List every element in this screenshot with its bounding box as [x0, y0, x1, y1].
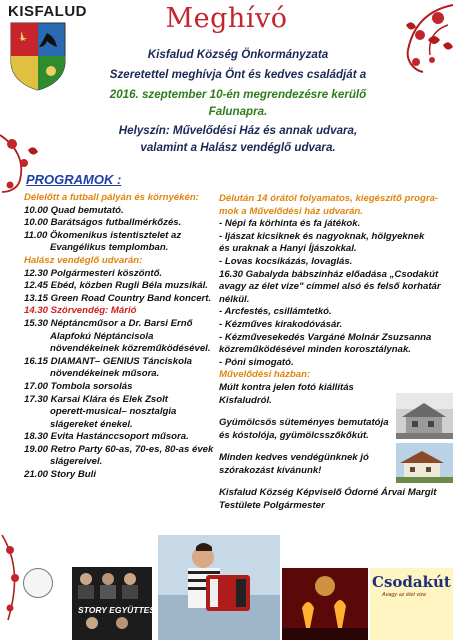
left-column-line: 18.30 Evita Hastánccsoport műsora.: [24, 431, 189, 443]
left-column-line: Alapfokú Néptáncisola: [50, 330, 154, 342]
right-column-line: Testülete Polgármester: [219, 500, 325, 512]
right-column-line: - Kézműves kirakodóvásár.: [219, 318, 343, 330]
right-column-line: - Arcfestés, csillámtetkó.: [219, 306, 332, 318]
story-band-photo: [72, 567, 152, 640]
right-column-line: mok a Művelődési ház udvarán.: [219, 205, 363, 217]
right-column-line: közreműködésével minden korosztálynak.: [219, 344, 411, 356]
right-column-line: Minden kedves vendégünknek jó: [219, 452, 369, 464]
left-column-line: 17.30 Karsai Klára és Elek Zsolt: [24, 393, 168, 405]
programs-heading: PROGRAMOK :: [26, 172, 122, 187]
right-column-line: Kisfaludról.: [219, 394, 272, 406]
right-column-line: - Népi fa körhinta és fa játékok.: [219, 218, 361, 230]
right-column-line: avagy az élet vize" címmel alsó és felső korhatár: [219, 281, 441, 293]
left-column-line: 12.30 Polgármesteri köszöntő.: [24, 267, 163, 279]
puppet-show-subtitle: Avagy az élet vize: [382, 592, 427, 598]
left-column-line: Halász vendéglő udvarán:: [24, 254, 143, 266]
left-column-line: 14.30 Szörvendég: Márió: [24, 305, 137, 317]
left-column-line: 15.30 Néptáncműsor a Dr. Barsi Ernő: [24, 317, 193, 329]
right-column-line: - Póni simogató.: [219, 356, 294, 368]
intro-line-2: Szeretettel meghívja Önt és kedves családját a: [109, 68, 367, 81]
dance-school-logo: [23, 568, 53, 598]
intro-location-line-1: Helyszín: Művelődési Ház és annak udvara,: [118, 124, 358, 137]
left-column-line: 12.45 Ebéd, közben Rugli Béla muzsikál.: [24, 280, 208, 292]
floral-ornament-bottom-left: [0, 530, 26, 640]
crest-title: KISFALUD: [8, 3, 87, 20]
left-column-line: operett-musical– nosztalgia: [50, 406, 177, 418]
puppet-show-title: Csodakút: [372, 573, 451, 591]
left-column-line: 10.00 Quad bemutató.: [24, 204, 124, 216]
right-column-line: nélkül.: [219, 293, 250, 305]
left-column-line: 11.00 Ökomenikus istentisztelet az: [24, 229, 182, 241]
dancers-photo: [282, 568, 368, 640]
left-column-line: 13.15 Green Road Country Band koncert.: [24, 292, 212, 304]
page-title: Meghívó: [165, 3, 288, 34]
old-house-photo: [396, 393, 453, 439]
left-column-line: Evangélikus templomban.: [50, 242, 169, 254]
program-list-left: [24, 192, 226, 482]
right-column-line: Kisfalud Község Képviselő Ódorné Árvai Margit: [219, 487, 437, 499]
left-column-line: 19.00 Retro Party 60-as, 70-es, 80-as évek: [24, 443, 214, 455]
right-column-line: és kóstolója, gyümölcsszőkőkút.: [219, 429, 369, 441]
left-column-line: 21.00 Story Buli: [24, 469, 96, 481]
story-band-label: STORY EGYÜTTES: [78, 605, 155, 615]
right-column-line: - Kézművesekedés Vargáné Molnár Zsuzsanna: [219, 331, 432, 343]
left-column-line: növendékeinek műsora.: [50, 368, 160, 380]
right-column-line: és uraknak a Hanyi Íjászokkal.: [219, 243, 357, 255]
right-column-line: 16.30 Gabalyda bábszínház előadása „Csodakút: [219, 268, 439, 280]
intro-event-name: Falunapra.: [208, 105, 268, 118]
right-column-line: Gyümölcsös süteményes bemutatója: [219, 417, 389, 429]
right-column-line: - Lovas kocsikázás, lovaglás.: [219, 255, 353, 267]
intro-date-line: 2016. szeptember 10-én megrendezésre kerülő: [109, 88, 367, 101]
left-column-line: növendékeinek közreműködésével.: [50, 343, 211, 355]
left-column-line: slágereket énekel.: [50, 418, 133, 430]
accordion-player-photo: [158, 535, 280, 640]
intro-line-1: Kisfalud Község Önkormányzata: [147, 48, 329, 61]
left-column-line: 10.00 Barátságos futballmérkőzés.: [24, 217, 182, 229]
left-column-line: 17.00 Tombola sorsolás: [24, 380, 133, 392]
new-house-photo: [396, 443, 453, 483]
intro-location-line-2: valamint a Halász vendéglő udvara.: [140, 141, 336, 154]
left-column-line: Délelőtt a futball pályán és környékén:: [24, 192, 199, 203]
left-column-line: 16.15 DIAMANT– GENIUS Tánciskola: [24, 355, 192, 367]
right-column-line: Múlt kontra jelen fotó kiállítás: [219, 381, 354, 393]
right-column-line: - Ijászat kicsiknek és nagyoknak, hölgyeknek: [219, 230, 425, 242]
floral-ornament-left: [0, 130, 60, 200]
right-column-line: Délután 14 órától folyamatos, kiegészítő progra-: [219, 193, 439, 204]
left-column-line: slágereivel.: [50, 456, 103, 468]
right-column-line: Művelődési házban:: [219, 369, 311, 381]
right-column-line: szórakozást kívánunk!: [219, 464, 322, 476]
